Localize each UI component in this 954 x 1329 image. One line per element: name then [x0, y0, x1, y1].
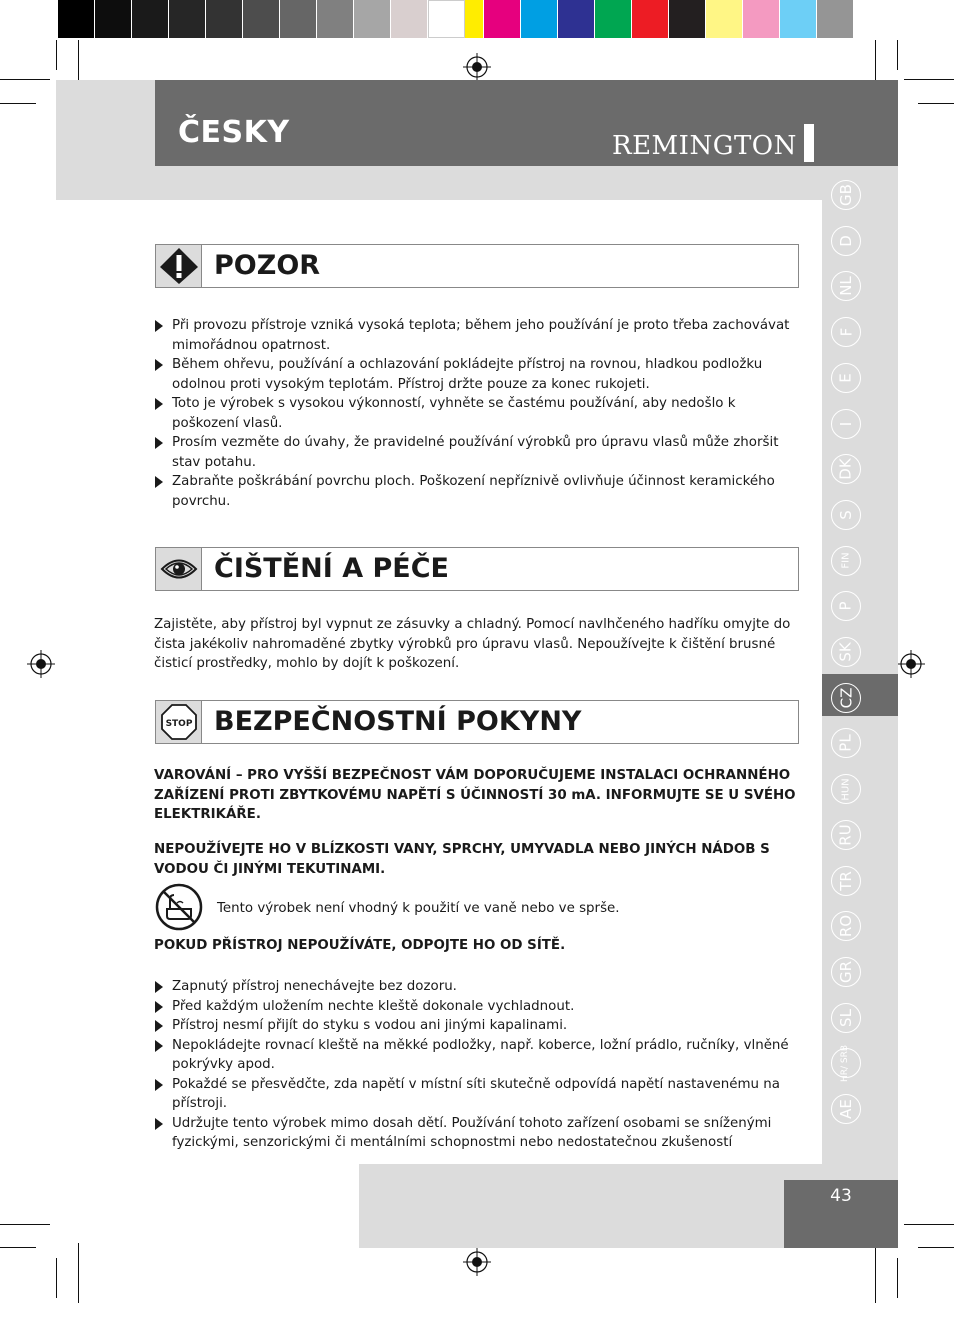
- calibration-swatch: [391, 0, 428, 38]
- language-title: ČESKY: [178, 115, 290, 150]
- language-tab-label: TR: [837, 870, 855, 891]
- caution-list-wrap: [154, 316, 799, 511]
- language-tab-gr[interactable]: [831, 957, 861, 987]
- warning-icon: [159, 247, 199, 285]
- no-bath-icon: [155, 883, 203, 931]
- language-tab-ru[interactable]: [831, 820, 861, 850]
- calibration-swatch: [595, 0, 632, 38]
- language-tab-label: D: [837, 234, 855, 247]
- crop-mark: [875, 40, 876, 82]
- safety-list-wrap: [154, 977, 799, 1153]
- calibration-swatch: [465, 0, 484, 38]
- calibration-swatch: [95, 0, 132, 38]
- crop-mark: [0, 1224, 50, 1225]
- stop-icon-box: [156, 701, 202, 743]
- calibration-swatch: [706, 0, 743, 38]
- calibration-swatch: [521, 0, 558, 38]
- svg-text:STOP: STOP: [165, 719, 192, 729]
- eye-icon: [159, 554, 199, 584]
- language-tab-s[interactable]: [831, 500, 861, 530]
- crop-mark: [0, 103, 36, 104]
- calibration-swatch: [58, 0, 95, 38]
- calibration-swatch: [780, 0, 817, 38]
- language-tab-label: AE: [837, 1099, 855, 1119]
- svg-text:REMINGTON: REMINGTON: [612, 131, 797, 161]
- calibration-swatch: [169, 0, 206, 38]
- language-tab-i[interactable]: [831, 409, 861, 439]
- calibration-swatch: [132, 0, 169, 38]
- section-safety: [155, 700, 799, 744]
- language-tab-label: SL: [836, 1008, 855, 1027]
- stop-sign-icon: [161, 704, 197, 740]
- calibration-swatch: [206, 0, 243, 38]
- list-item: Prosím vezměte do úvahy, že pravidelné používání výrobků pro úpravu vlasů může zhoršit stav potahu.: [154, 433, 799, 472]
- language-tab-label: RU: [837, 824, 855, 846]
- language-tab-label: P: [836, 601, 855, 611]
- crop-mark: [78, 40, 79, 82]
- eye-icon-box: [156, 548, 202, 590]
- language-tab-label: HR/ SRB: [840, 1044, 851, 1082]
- water-warning: NEPOUŽÍVEJTE HO V BLÍZKOSTI VANY, SPRCHY, UMYVADLA NEBO JINÝCH NÁDOB S VODOU ČI JINÝMI TEKUTINAMI.: [154, 842, 770, 877]
- language-tab-label: HUN: [840, 777, 852, 801]
- crop-mark: [897, 40, 898, 70]
- language-tab-label: SK: [836, 642, 855, 662]
- language-tab-cz[interactable]: [831, 683, 861, 713]
- calibration-swatch: [354, 0, 391, 38]
- crop-mark: [904, 79, 954, 80]
- unplug-warning: POKUD PŘÍSTROJ NEPOUŽÍVÁTE, ODPOJTE HO OD SÍTĚ.: [154, 938, 566, 953]
- calibration-swatch: [317, 0, 354, 38]
- brand-logo: [612, 124, 822, 164]
- calibration-swatch: [743, 0, 780, 38]
- language-tab-fin[interactable]: [831, 546, 861, 576]
- list-item: Toto je výrobek s vysokou výkonností, vyhněte se častému používání, aby nedošlo k poškození vlasů.: [154, 394, 799, 433]
- language-tab-tr[interactable]: [831, 866, 861, 896]
- calibration-swatch: [428, 0, 465, 38]
- crop-mark: [904, 1224, 954, 1225]
- calibration-swatch: [243, 0, 280, 38]
- crop-mark: [0, 1247, 36, 1248]
- language-tab-label: I: [837, 421, 855, 426]
- section-caution: [155, 244, 799, 288]
- caution-list: [154, 316, 799, 511]
- language-tab-label: CZ: [837, 687, 855, 709]
- list-item: Během ohřevu, používání a ochlazování pokládejte přístroj na rovnou, hladkou podložku odolnou proti vysokým teplotám. Přístroj držte pouze za konec rukojeti.: [154, 355, 799, 394]
- section-title-safety: BEZPEČNOSTNÍ POKYNY: [214, 706, 582, 737]
- warning-icon-box: [156, 245, 202, 287]
- registration-mark-icon: [463, 53, 491, 81]
- list-item: Před každým uložením nechte kleště dokonale vychladnout.: [154, 997, 799, 1017]
- section-title-caution: POZOR: [214, 250, 321, 281]
- crop-mark: [918, 1247, 954, 1248]
- calibration-swatch: [484, 0, 521, 38]
- page-number: 43: [830, 1186, 852, 1206]
- registration-mark-icon: [897, 650, 925, 678]
- crop-mark: [897, 1258, 898, 1298]
- crop-mark: [56, 40, 57, 70]
- language-tab-label: RO: [836, 915, 855, 938]
- language-tab-dk[interactable]: [831, 454, 861, 484]
- safety-list: [154, 977, 799, 1153]
- calibration-swatch: [817, 0, 854, 38]
- crop-mark: [875, 1243, 876, 1303]
- registration-mark-icon: [463, 1248, 491, 1276]
- language-tab-hun[interactable]: [831, 774, 861, 804]
- list-item: Zapnutý přístroj nenechávejte bez dozoru.: [154, 977, 799, 997]
- crop-mark: [0, 79, 50, 80]
- crop-mark: [78, 1243, 79, 1303]
- list-item: Nepokládejte rovnací kleště na měkké podložky, např. koberce, ložní prádlo, ručníky, vlněné pokrývky apod.: [154, 1036, 799, 1075]
- list-item: Přístroj nesmí přijít do styku s vodou ani jinými kapalinami.: [154, 1016, 799, 1036]
- bath-note: Tento výrobek není vhodný k použití ve vaně nebo ve sprše.: [217, 901, 620, 916]
- language-tab-label: E: [836, 373, 855, 383]
- crop-mark: [56, 1258, 57, 1298]
- list-item: Pokaždé se přesvědčte, zda napětí v místní síti skutečně odpovídá napětí nastavenému na přístroji.: [154, 1075, 799, 1114]
- color-calibration-bar: [58, 0, 896, 38]
- calibration-swatch: [669, 0, 706, 38]
- section-title-cleaning: ČIŠTĚNÍ A PÉČE: [214, 553, 449, 584]
- language-tab-label: F: [836, 327, 855, 337]
- language-tab-gb[interactable]: [831, 180, 861, 210]
- language-tab-sk[interactable]: [831, 637, 861, 667]
- list-item: Udržujte tento výrobek mimo dosah dětí. Používání tohoto zařízení osobami se sníženými fyzickými, senzorickými či mentálními schopnostmi nebo nedostatečnou zkušeností: [154, 1114, 799, 1153]
- section-cleaning: [155, 547, 799, 591]
- language-tab-e[interactable]: [831, 363, 861, 393]
- language-tab-label: NL: [836, 276, 855, 297]
- language-tab-label: GB: [836, 184, 855, 206]
- language-tab-label: DK: [836, 458, 855, 480]
- calibration-swatch: [558, 0, 595, 38]
- language-tab-f[interactable]: [831, 317, 861, 347]
- language-tab-label: PL: [837, 734, 855, 753]
- language-tab-label: S: [837, 510, 855, 520]
- language-tab-ae[interactable]: [831, 1094, 861, 1124]
- language-tab-d[interactable]: [831, 226, 861, 256]
- crop-mark: [918, 103, 954, 104]
- registration-mark-icon: [27, 650, 55, 678]
- cleaning-text: Zajistěte, aby přístroj byl vypnut ze zásuvky a chladný. Pomocí navlhčeného hadříku omyjte do čista jakékoliv nahromaděné zbytky výrobků pro úpravu vlasů. Nepoužívejte k čištění brusné čisticí prostředky, mohlo by dojít k poškození.: [154, 617, 791, 671]
- list-item: Zabraňte poškrábání povrchu ploch. Poškození nepříznivě ovlivňuje účinnost keramického povrchu.: [154, 472, 799, 511]
- language-tab-ro[interactable]: [831, 911, 861, 941]
- language-tab-label: FIN: [840, 552, 852, 569]
- calibration-swatch: [632, 0, 669, 38]
- list-item: Při provozu přístroje vzniká vysoká teplota; během jeho používání je proto třeba zachovávat mimořádnou opatrnost.: [154, 316, 799, 355]
- language-tab-sl[interactable]: [831, 1003, 861, 1033]
- calibration-swatch: [280, 0, 317, 38]
- language-tab-label: GR: [836, 960, 855, 983]
- rcd-warning: VAROVÁNÍ – PRO VYŠŠÍ BEZPEČNOST VÁM DOPORUČUJEME INSTALACI OCHRANNÉHO ZAŘÍZENÍ PROTI ZBYTKOVÉMU NAPĚTÍ S ÚČINNOSTÍ 30 mA. INFORMUJTE SE U SVÉHO ELEKTRIKÁŘE.: [154, 768, 796, 822]
